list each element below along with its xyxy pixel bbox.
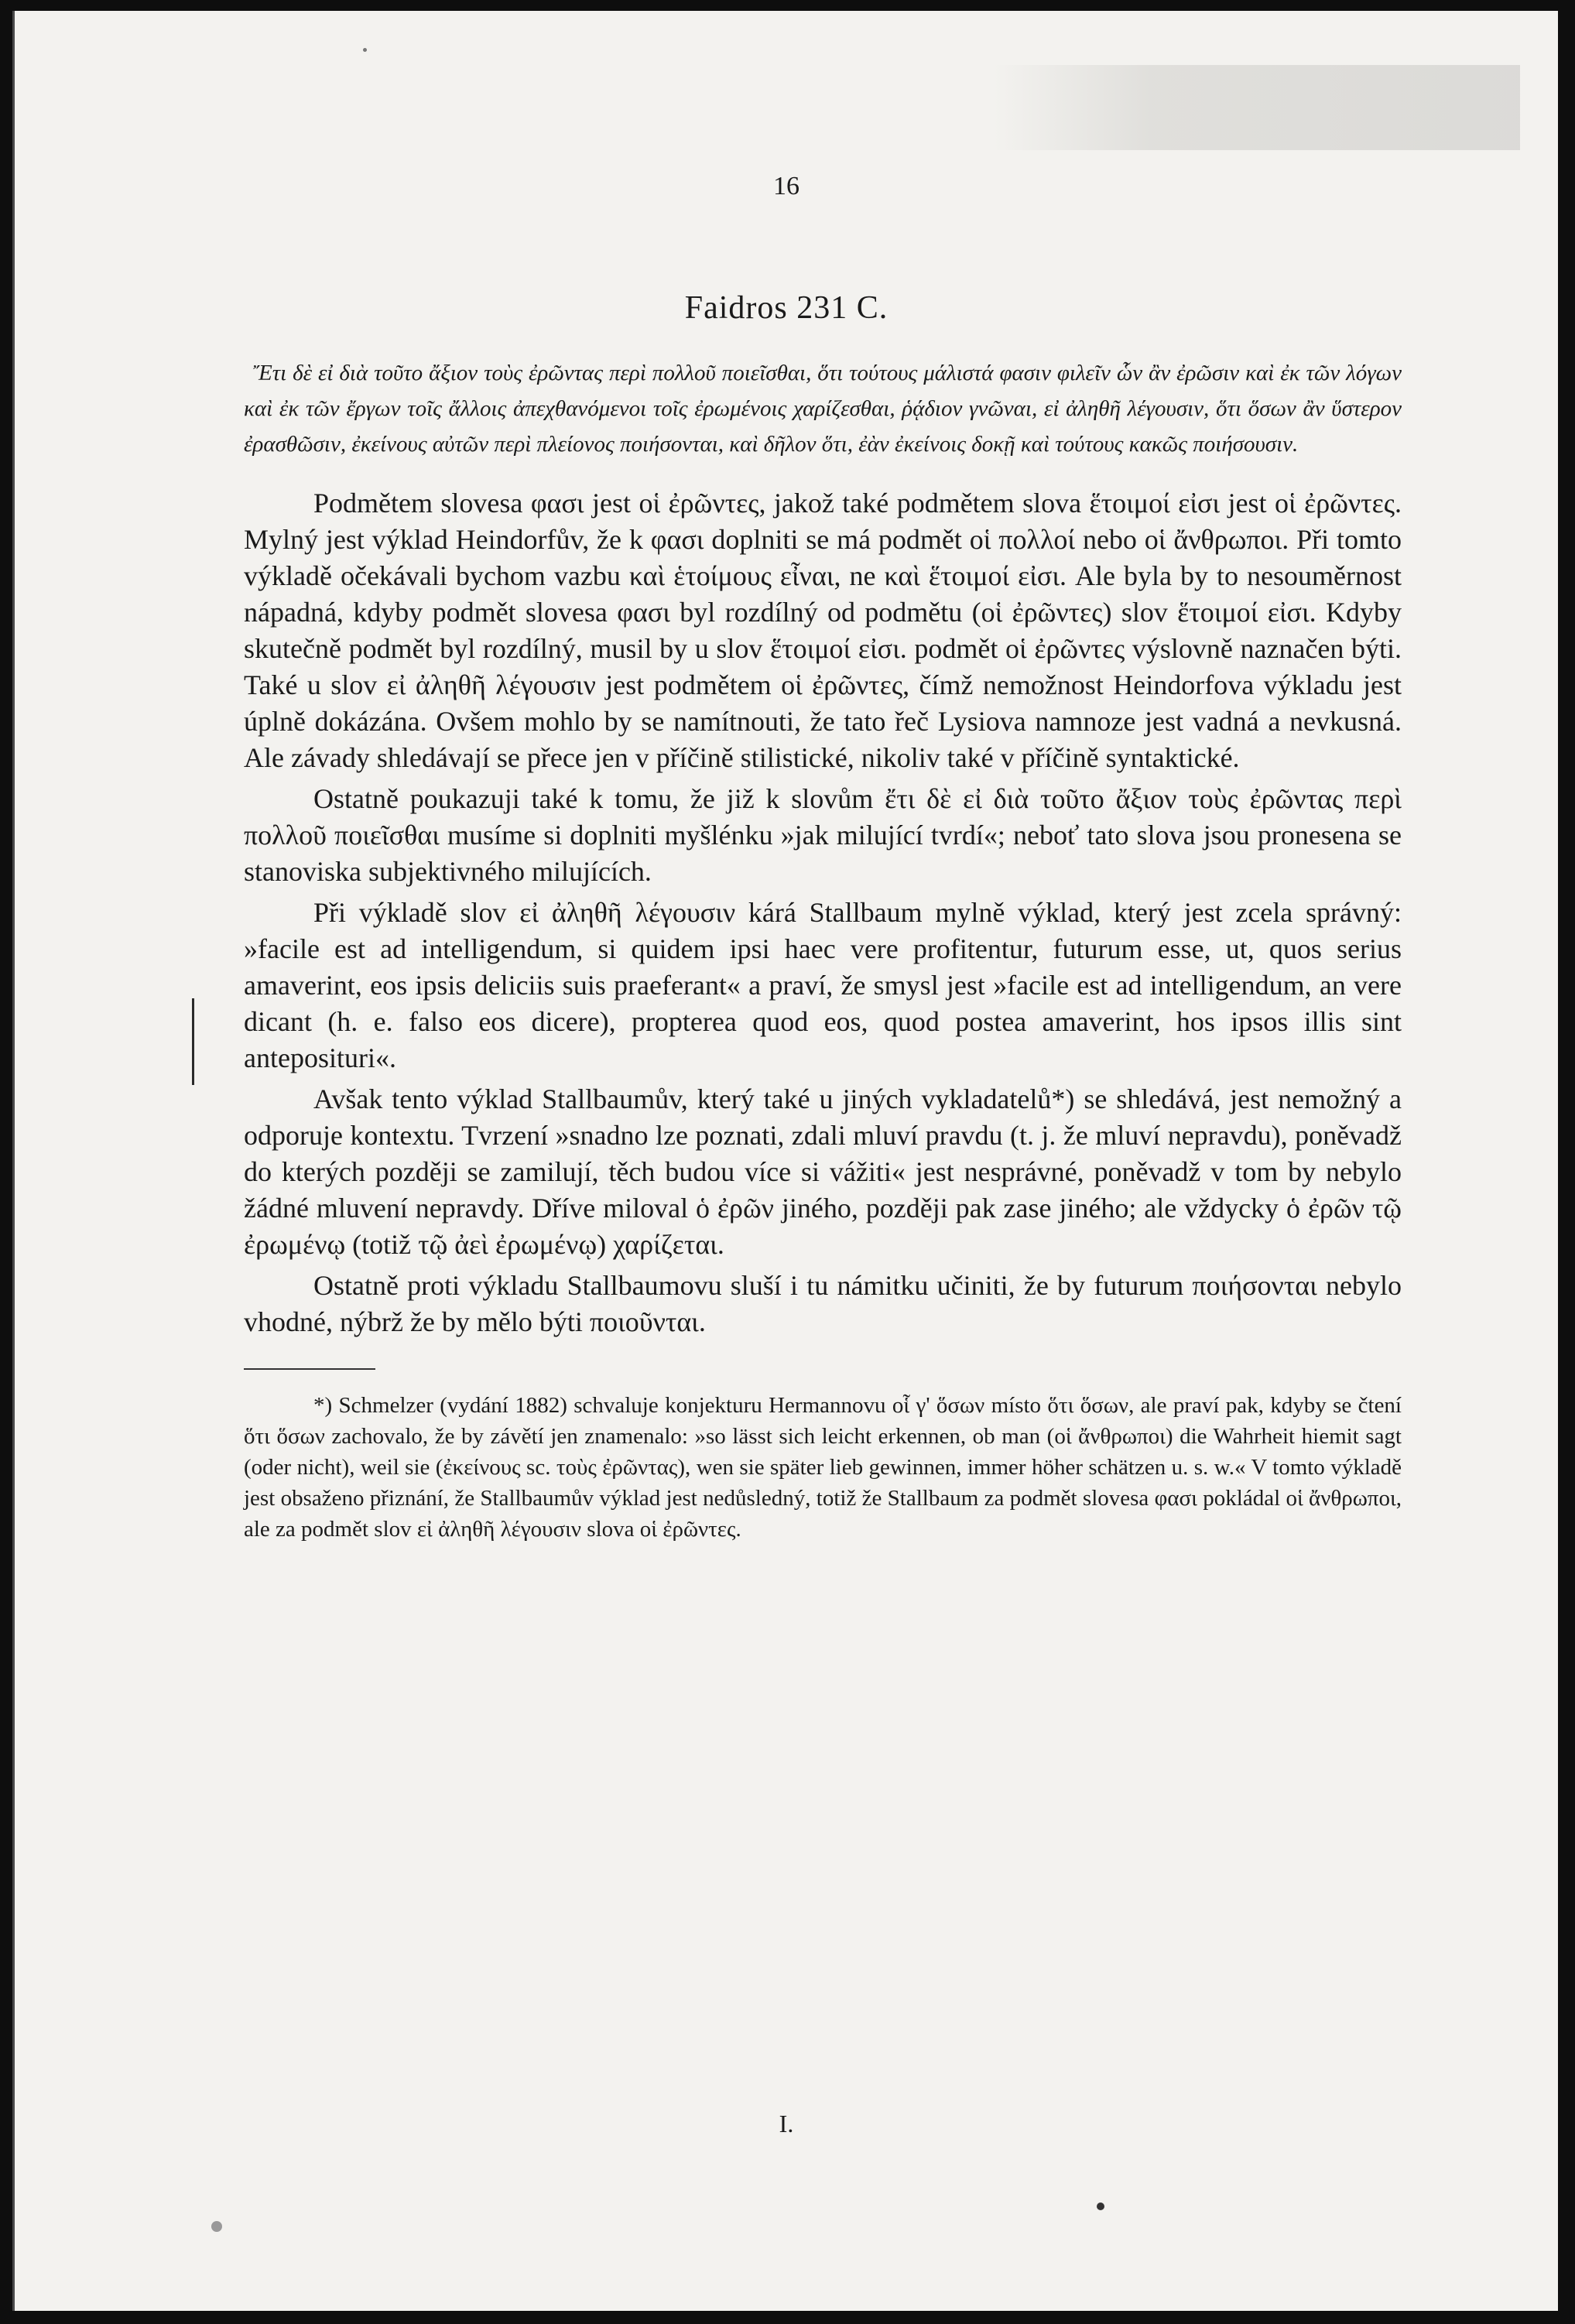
scan-smudge (994, 65, 1520, 150)
scan-speck (363, 48, 367, 52)
greek-quote (244, 355, 1402, 462)
page-sheet (12, 11, 1558, 2311)
paragraph: Ostatně poukazuji také k tomu, že již k slovům ἔτι δὲ εἰ διὰ τοῦτο ἄξιον τοὺς ἐρῶντας περὶ πολλοῦ ποιεῖσθαι musíme si doplniti myšlénku »jak milující tvrdí«; neboť tato slova jsou pronesena se stanoviska subjektivného milujících. (244, 783, 1402, 887)
page-number: 16 (773, 172, 799, 200)
scan-speck (1097, 2202, 1104, 2210)
paragraph: Ostatně proti výkladu Stallbaumovu sluší i tu námitku učiniti, že by futurum ποιήσονται nebylo vhodné, nýbrž že by mělo býti ποιοῦνται. (244, 1270, 1402, 1337)
paragraph: Při výkladě slov εἰ ἀληθῆ λέγουσιν kárá Stallbaum mylně výklad, který jest zcela správný: »facile est ad intelligendum, si quidem ipsi haec vere profitentur, futurum esse, ut, quos serius amaverint, eos ipsis deliciis suis praeferant« a praví, že smysl jest »facile est ad intelligendum, an vere dicant (h. e. falso eos dicere), propterea quod eos, quod postea amaverint, hos ipsos illis sint antepositurі«. (244, 897, 1402, 1073)
scan-speck (211, 2221, 222, 2232)
footnote: *) Schmelzer (vydání 1882) schvaluje konjekturu Hermannovu οἷ γ' ὅσων místo ὅτι ὅσων, ale praví pak, kdyby se čtení ὅτι ὅσων zachovalo, že by závětí jen znamenalo: »so lässt sich leicht erkennen, ob man (οἱ ἄνθρωποι) die Wahrheit hiemit sagt (oder nicht), weil sie (ἐκείνους sc. τοὺς ἐρῶντας), wen sie später lieb gewinnen, immer höher schätzen u. s. w.« V tomto výkladě jest obsaženo přiznání, že Stallbaumův výklad jest nedůsledný, totiž že Stallbaum za podmět slovesa φασι pokládal οἱ ἄνθρωποι, ale za podmět slov εἰ ἀληθῆ λέγουσιν slova οἱ ἐρῶντες. (244, 1393, 1402, 1542)
section-title: Faidros 231 C. (684, 290, 889, 326)
footnote-divider (244, 1368, 375, 1370)
greek-quote-text: Ἔτι δὲ εἰ διὰ τοῦτο ἄξιον τοὺς ἐρῶντας περὶ πολλοῦ ποιεῖσθαι, ὅτι τούτους μάλιστά φασιν φιλεῖν ὧν ἂν ἐρῶσιν καὶ ἐκ τῶν λόγων καὶ ἐκ τῶν ἔργων τοῖς ἄλλοις ἀπεχθανόμενοι τοῖς ἐρωμένοις χαρίζεσθαι, ῥᾴδιον γνῶναι, εἰ ἀληθῆ λέγουσιν, ὅτι ὅσων ἂν ὕστερον ἐρασθῶσιν, ἐκείνους αὐτῶν περὶ πλείονος ποιήσονται, καὶ δῆλον ὅτι, ἐὰν ἐκείνοις δοκῇ καὶ τούτους κακῶς ποιήσουσιν. (244, 361, 1402, 457)
signature-mark: I. (779, 2110, 794, 2137)
text-body (244, 355, 1402, 1545)
margin-pencil-mark (192, 998, 194, 1085)
paragraph: Podmětem slovesa φασι jest οἱ ἐρῶντες, jakož také podmětem slova ἕτοιμοί εἰσι jest οἱ ἐρῶντες. Mylný jest výklad Heindorfův, že k φασι doplniti se má podmět οἱ πολλοί nebo οἱ ἄνθρωποι. Při tomto výkladě očekávali bychom vazbu καὶ ἑτοίμους εἶναι, ne καὶ ἕτοιμοί εἰσι. Ale byla by to nesouměrnost nápadná, kdyby podmět slovesa φασι byl rozdílný od podmětu (οἱ ἐρῶντες) slov ἕτοιμοί εἰσι. Kdyby skutečně podmět byl rozdílný, musil by u slov ἕτοιμοί εἰσι. podmět οἱ ἐρῶντες výslovně naznačen býti. Také u slov εἰ ἀληθῆ λέγουσιν jest podmětem οἱ ἐρῶντες, čímž nemožnost Heindorfova výkladu jest úplně dokázána. Ovšem mohlo by se namítnouti, že tato řeč Lysiova namnoze jest vadná a nevkusná. Ale závady shledávají se přece jen v příčině stilistické, nikoliv také v příčině syntaktické. (244, 488, 1402, 773)
paragraph: Avšak tento výklad Stallbaumův, který také u jiných vykladatelů*) se shledává, jest nemožný a odporuje kontextu. Tvrzení »snadno lze poznati, zdali mluví pravdu (t. j. že mluví nepravdu), poněvadž do kterých později se zamilují, těch budou více si vážiti« jest nesprávné, poněvadž v tom by nebylo žádné mluvení nepravdy. Dříve miloval ὁ ἐρῶν jiného, později pak zase jiného; ale vždycky ὁ ἐρῶν τῷ ἐρωμένῳ (totiž τῷ ἀεὶ ἐρωμένῳ) χαρίζεται. (244, 1083, 1402, 1260)
